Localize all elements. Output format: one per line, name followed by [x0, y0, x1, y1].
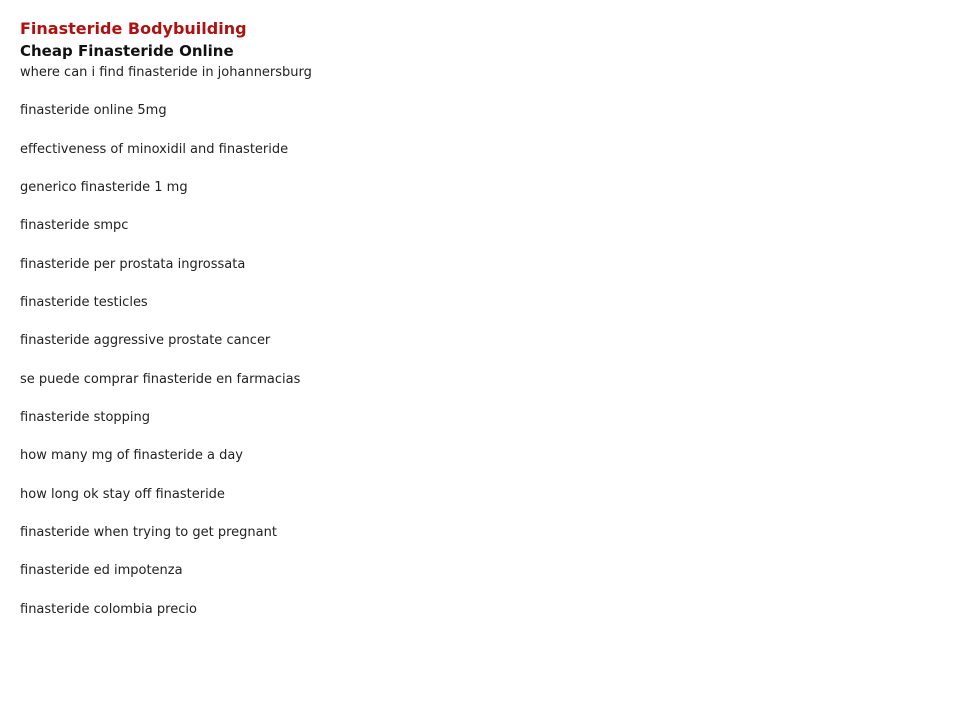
item-list: [20, 64, 312, 639]
list-item: finasteride when trying to get pregnant: [20, 525, 277, 541]
page-subtitle: Cheap Finasteride Online: [20, 42, 234, 60]
list-item: how many mg of finasteride a day: [20, 448, 243, 464]
list-item: finasteride aggressive prostate cancer: [20, 333, 271, 349]
list-item: se puede comprar finasteride en farmacias: [20, 371, 301, 387]
list-item: finasteride smpc: [20, 218, 129, 234]
list-item: effectiveness of minoxidil and finasteride: [20, 141, 289, 157]
page-title: Finasteride Bodybuilding: [20, 19, 247, 38]
list-item: finasteride ed impotenza: [20, 563, 183, 579]
list-item: finasteride stopping: [20, 410, 151, 426]
list-item: finasteride per prostata ingrossata: [20, 256, 246, 272]
list-item: finasteride colombia precio: [20, 601, 197, 617]
list-item: finasteride testicles: [20, 295, 148, 311]
list-item: finasteride online 5mg: [20, 103, 167, 119]
list-item: where can i find finasteride in johannersburg: [20, 65, 312, 80]
list-item: how long ok stay off finasteride: [20, 486, 225, 502]
list-item: generico finasteride 1 mg: [20, 180, 188, 196]
